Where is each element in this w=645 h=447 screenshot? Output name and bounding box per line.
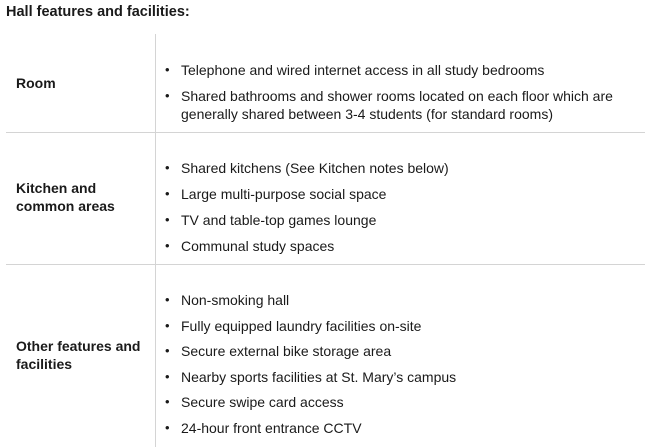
bullet-icon: • bbox=[165, 88, 170, 103]
row-label-room: Room bbox=[16, 75, 56, 91]
bullet-icon: • bbox=[165, 238, 170, 253]
bullet-icon: • bbox=[165, 317, 170, 333]
row-divider bbox=[6, 132, 645, 133]
bullet-icon: • bbox=[165, 394, 170, 409]
bullet-icon: • bbox=[165, 343, 170, 358]
row-label-other: Other features and facilities bbox=[16, 338, 141, 372]
list-item: • Communal study spaces bbox=[165, 238, 335, 254]
bullet-icon: • bbox=[165, 212, 170, 227]
list-item: • 24-hour front entrance CCTV bbox=[165, 419, 362, 436]
list-item: • Large multi-purpose social space bbox=[165, 186, 387, 202]
bullet-icon: • bbox=[165, 160, 170, 175]
list-item: • Shared kitchens (See Kitchen notes below) bbox=[165, 160, 449, 176]
bullet-icon: • bbox=[165, 368, 170, 384]
room-feature-list bbox=[162, 61, 642, 123]
list-item: • Shared bathrooms and shower rooms located on each floor which are generally shared between 3-4 students (for standard rooms) bbox=[165, 88, 613, 122]
bullet-icon: • bbox=[165, 186, 170, 201]
list-item: • TV and table-top games lounge bbox=[165, 212, 377, 228]
bullet-icon: • bbox=[165, 62, 170, 77]
other-feature-list bbox=[162, 291, 642, 437]
list-item: • Secure external bike storage area bbox=[165, 343, 392, 359]
kitchen-feature-list bbox=[162, 159, 642, 255]
list-item: • Nearby sports facilities at St. Mary’s campus bbox=[165, 368, 457, 385]
row-label-kitchen: Kitchen and common areas bbox=[16, 180, 115, 214]
bullet-icon: • bbox=[165, 292, 170, 307]
row-divider bbox=[6, 264, 645, 265]
list-item: • Non-smoking hall bbox=[165, 292, 290, 308]
bullet-icon: • bbox=[165, 419, 170, 435]
features-table bbox=[6, 34, 645, 447]
column-divider bbox=[155, 34, 156, 447]
list-item: • Fully equipped laundry facilities on-site bbox=[165, 317, 422, 334]
list-item: • Secure swipe card access bbox=[165, 394, 344, 410]
list-item: • Telephone and wired internet access in all study bedrooms bbox=[165, 62, 545, 78]
page-title: Hall features and facilities: bbox=[6, 4, 190, 20]
